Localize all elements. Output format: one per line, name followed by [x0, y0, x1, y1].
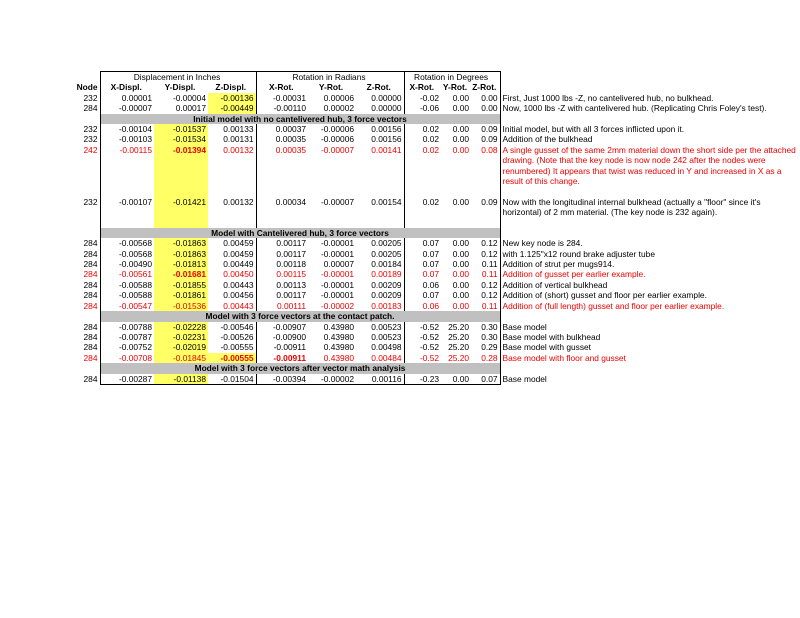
value-cell: 0.00: [452, 290, 470, 301]
value-cell: 0.00000: [356, 103, 404, 113]
node-cell: 284: [83, 290, 98, 301]
value-cell: 0.00: [452, 103, 470, 114]
col-header: Y-Displ.: [164, 82, 196, 93]
value-cell: 0.00: [452, 124, 470, 135]
node-cell: 284: [83, 248, 98, 259]
value-cell: 0.00184: [356, 259, 404, 269]
node-cell: 232: [83, 124, 98, 135]
table-row: [60, 353, 800, 363]
value-cell: 0.00156: [356, 134, 404, 144]
comment-cell: Addition of strut per mugs914.: [502, 259, 615, 270]
value-cell: 0.00: [452, 196, 470, 207]
value-cell: 0.00133: [208, 124, 256, 134]
value-cell: -0.01813: [154, 259, 208, 269]
value-cell: 0.02: [422, 144, 440, 155]
node-cell: 284: [83, 269, 98, 280]
value-cell: 0.00132: [208, 197, 256, 228]
value-cell: -0.00911: [273, 352, 307, 363]
header-spacer: [60, 72, 100, 83]
value-cell: 0.00: [452, 144, 470, 155]
value-cell: 0.00117: [276, 238, 307, 249]
value-cell: -0.02231: [154, 332, 208, 342]
comment-cell: New key node is 284.: [502, 238, 583, 249]
value-cell: 0.00209: [356, 280, 404, 290]
value-cell: -0.00561: [100, 269, 154, 279]
value-cell: -0.02228: [154, 322, 208, 332]
node-cell: 284: [83, 103, 98, 114]
comment-cell: First, Just 1000 lbs -Z, no cantelivered hub, no bulkhead.: [502, 92, 714, 103]
node-cell: 242: [83, 144, 98, 155]
value-cell: -0.00001: [320, 248, 355, 259]
table-row: [60, 124, 800, 134]
value-cell: 0.09: [471, 134, 500, 144]
value-cell: 0.00449: [208, 259, 256, 269]
value-cell: 0.00007: [323, 259, 355, 270]
value-cell: -0.01534: [154, 134, 208, 144]
value-cell: -0.00007: [320, 144, 355, 155]
value-cell: 0.02: [422, 124, 440, 135]
value-cell: 0.00: [452, 248, 470, 259]
value-cell: -0.52: [419, 321, 440, 332]
value-cell: 0.43980: [323, 331, 355, 342]
col-header: X-Displ.: [100, 82, 154, 92]
value-cell: 0.07: [422, 238, 440, 249]
table-row: [60, 197, 800, 228]
value-cell: 25.20: [448, 331, 470, 342]
value-cell: 0.00450: [208, 269, 256, 279]
node-cell: 284: [83, 300, 98, 311]
value-cell: 0.00117: [276, 290, 307, 301]
comment-cell: with 1.125"x12 round brake adjuster tube: [502, 248, 655, 259]
value-cell: 0.00017: [175, 103, 206, 114]
table-row: [60, 342, 800, 352]
value-cell: -0.00002: [320, 300, 355, 311]
value-cell: 0.00443: [208, 301, 256, 311]
value-cell: -0.00031: [272, 92, 307, 103]
value-cell: -0.52: [419, 342, 440, 353]
value-cell: -0.52: [419, 352, 440, 363]
value-cell: 0.00113: [276, 279, 307, 290]
value-cell: -0.00394: [256, 374, 308, 385]
value-cell: 25.20: [448, 352, 470, 363]
value-cell: -0.00555: [208, 342, 256, 352]
node-cell: 232: [83, 134, 98, 145]
table-row: [60, 269, 800, 279]
table-row: [60, 238, 800, 248]
value-cell: 0.00183: [356, 301, 404, 311]
header-spacer: [500, 72, 800, 83]
node-cell: 284: [83, 342, 98, 353]
value-cell: 0.00: [452, 300, 470, 311]
value-cell: 0.30: [471, 332, 500, 342]
table-row: [60, 249, 800, 259]
comment-cell: Base model with gusset: [502, 342, 591, 353]
col-header: Z-Rot.: [356, 82, 404, 92]
value-cell: -0.00588: [100, 290, 154, 300]
table-row: [60, 301, 800, 311]
value-cell: 0.00: [471, 103, 500, 113]
value-cell: 0.00132: [208, 145, 256, 197]
value-cell: -0.00006: [320, 124, 355, 135]
table-row: [60, 103, 800, 113]
value-cell: 0.02: [422, 196, 440, 207]
table-row: [60, 374, 800, 385]
value-cell: 0.00: [452, 259, 470, 270]
value-cell: 0.00498: [356, 342, 404, 352]
value-cell: 0.00111: [276, 300, 307, 311]
value-cell: -0.00490: [100, 259, 154, 269]
comment-cell: A single gusset of the same 2mm material down the short side per the attached drawing. (Note that the key node is now node 242 after the nodes were renumbered) It appears that twist was reduced in Y and increased in X as a result of this change.: [502, 144, 796, 187]
value-cell: -0.00001: [320, 238, 355, 249]
value-cell: -0.00002: [308, 374, 356, 385]
value-cell: -0.01855: [154, 280, 208, 290]
value-cell: -0.00526: [208, 332, 256, 342]
value-cell: -0.01536: [154, 301, 208, 311]
value-cell: -0.00136: [208, 93, 256, 103]
value-cell: 0.07: [422, 248, 440, 259]
node-header: Node: [76, 82, 98, 93]
value-cell: -0.01863: [154, 238, 208, 248]
value-cell: -0.00788: [100, 322, 154, 332]
section-title: Model with 3 force vectors at the contact patch.: [100, 311, 500, 321]
node-cell: 284: [83, 331, 98, 342]
value-cell: -0.01421: [154, 197, 208, 228]
section-header-row: [60, 114, 800, 124]
node-cell: 284: [83, 279, 98, 290]
section-header-row: [60, 228, 800, 238]
value-cell: -0.00787: [100, 332, 154, 342]
section-header-row: [60, 311, 800, 321]
value-cell: -0.00004: [172, 92, 206, 103]
value-cell: 0.00154: [356, 197, 404, 228]
value-cell: 0.00035: [275, 144, 307, 155]
value-cell: 0.00459: [208, 238, 256, 248]
value-cell: -0.00006: [320, 134, 355, 145]
value-cell: 0.00443: [208, 280, 256, 290]
value-cell: 0.29: [471, 342, 500, 352]
value-cell: -0.02019: [154, 342, 208, 352]
table-row: [60, 259, 800, 269]
value-cell: -0.00568: [100, 238, 154, 248]
value-cell: -0.00007: [320, 196, 355, 207]
value-cell: 0.00037: [275, 124, 307, 135]
value-cell: -0.00115: [100, 145, 154, 197]
value-cell: 0.00115: [276, 269, 307, 280]
value-cell: 0.00001: [100, 93, 154, 103]
value-cell: -0.00107: [100, 197, 154, 228]
comment-cell: Base model: [502, 321, 547, 332]
value-cell: 0.07: [422, 290, 440, 301]
value-cell: -0.06: [419, 103, 440, 114]
table-row: [60, 145, 800, 197]
comment-cell: Initial model, but with all 3 forces inflicted upon it.: [502, 124, 685, 135]
value-cell: -0.23: [404, 374, 441, 385]
col-header: Y-Rot.: [442, 82, 468, 93]
value-cell: 0.12: [471, 280, 500, 290]
value-cell: 0.00002: [323, 103, 355, 114]
node-cell: 232: [83, 196, 98, 207]
section-title: Initial model with no cantelivered hub, 3 force vectors: [100, 114, 500, 124]
node-cell: 284: [83, 373, 98, 384]
comment-cell: Base model with bulkhead: [502, 331, 601, 342]
value-cell: 0.00141: [356, 145, 404, 197]
value-cell: 0.09: [471, 197, 500, 228]
value-cell: 0.12: [471, 249, 500, 259]
value-cell: 0.28: [471, 353, 500, 363]
value-cell: -0.00907: [272, 321, 307, 332]
comment-cell: Addition of (full length) gusset and floor per earlier example.: [502, 300, 725, 311]
value-cell: -0.00911: [273, 342, 307, 353]
value-cell: -0.00001: [320, 279, 355, 290]
value-cell: 0.06: [422, 279, 440, 290]
value-cell: 0.00116: [356, 374, 404, 385]
value-cell: -0.01138: [154, 374, 208, 385]
value-cell: -0.00007: [100, 103, 154, 113]
value-cell: 25.20: [448, 321, 470, 332]
value-cell: -0.01394: [154, 145, 208, 197]
displacement-group-header: Displacement in Inches: [100, 72, 256, 83]
table-row: [60, 290, 800, 300]
value-cell: -0.00103: [100, 134, 154, 144]
table-row: [60, 93, 800, 103]
value-cell: 0.00000: [356, 93, 404, 103]
value-cell: -0.01863: [154, 249, 208, 259]
radians-group-header: Rotation in Radians: [256, 72, 404, 83]
value-cell: 0.00189: [356, 269, 404, 279]
value-cell: 0.07: [422, 259, 440, 270]
value-cell: -0.00588: [100, 280, 154, 290]
value-cell: 0.06: [422, 300, 440, 311]
value-cell: 0.00: [452, 269, 470, 280]
col-header: Z-Rot.: [471, 82, 500, 92]
value-cell: -0.00001: [320, 290, 355, 301]
node-cell: 232: [83, 92, 98, 103]
value-cell: 0.00459: [208, 249, 256, 259]
value-cell: -0.01504: [208, 374, 256, 385]
table-row: [60, 280, 800, 290]
section-title: Model with Cantelivered hub, 3 force vectors: [100, 228, 500, 238]
value-cell: 0.00006: [323, 92, 355, 103]
value-cell: -0.00110: [273, 103, 307, 114]
node-cell: 284: [83, 259, 98, 270]
comment-cell: Base model with floor and gusset: [502, 352, 626, 363]
col-header: Z-Displ.: [208, 82, 256, 92]
node-cell: 284: [83, 352, 98, 363]
value-cell: 0.00: [471, 93, 500, 103]
value-cell: 0.00205: [356, 238, 404, 248]
value-cell: 0.02: [422, 134, 440, 145]
value-cell: 0.43980: [323, 321, 355, 332]
value-cell: -0.02: [419, 92, 440, 103]
col-header: X-Rot.: [409, 82, 435, 93]
value-cell: 0.11: [471, 301, 500, 311]
value-cell: 0.30: [471, 322, 500, 332]
table-row: [60, 322, 800, 332]
value-cell: -0.00547: [100, 301, 154, 311]
node-cell: 284: [83, 238, 98, 249]
value-cell: -0.01681: [154, 269, 208, 279]
value-cell: 0.00484: [356, 353, 404, 363]
value-cell: -0.00708: [100, 353, 154, 363]
value-cell: -0.00900: [272, 331, 307, 342]
comment-cell: Addition of gusset per earlier example.: [502, 269, 646, 280]
value-cell: 0.00117: [276, 248, 307, 259]
value-cell: 0.12: [471, 238, 500, 248]
comment-cell: Addition of (short) gusset and floor per earlier example.: [502, 290, 707, 301]
value-cell: 0.43980: [323, 352, 355, 363]
comment-cell: Now, 1000 lbs -Z with cantelivered hub. (Replicating Chris Foley's test).: [502, 103, 767, 114]
value-cell: 0.00: [452, 279, 470, 290]
value-cell: 0.12: [471, 290, 500, 300]
col-header: X-Rot.: [268, 82, 294, 93]
value-cell: -0.00752: [100, 342, 154, 352]
value-cell: 0.00: [452, 238, 470, 249]
value-cell: 0.00: [452, 92, 470, 103]
spreadsheet: [60, 71, 800, 385]
results-table: [60, 71, 800, 385]
value-cell: 0.07: [471, 374, 500, 385]
value-cell: 0.00: [441, 374, 471, 385]
value-cell: -0.01861: [154, 290, 208, 300]
value-cell: -0.01537: [154, 124, 208, 134]
value-cell: 0.00: [452, 134, 470, 145]
value-cell: 0.00205: [356, 249, 404, 259]
col-header: Y-Rot.: [318, 82, 344, 93]
value-cell: 25.20: [448, 342, 470, 353]
header-spacer: [500, 82, 800, 92]
section-title: Model with 3 force vectors after vector math analysis: [100, 363, 500, 373]
table-row: [60, 134, 800, 144]
value-cell: 0.11: [471, 269, 500, 279]
value-cell: 0.00456: [208, 290, 256, 300]
value-cell: -0.52: [419, 331, 440, 342]
value-cell: -0.00001: [320, 269, 355, 280]
section-header-row: [60, 363, 800, 373]
value-cell: -0.00555: [208, 353, 256, 363]
value-cell: 0.43980: [323, 342, 355, 353]
comment-cell: Addition of vertical bulkhead: [502, 279, 608, 290]
value-cell: 0.00118: [276, 259, 307, 270]
value-cell: 0.00209: [356, 290, 404, 300]
value-cell: -0.00546: [208, 322, 256, 332]
value-cell: 0.11: [471, 259, 500, 269]
value-cell: 0.00131: [208, 134, 256, 144]
value-cell: -0.00568: [100, 249, 154, 259]
comment-cell: Now with the longitudinal internal bulkhead (actually a "floor" since it's horizontal) of 2 mm material. (The key node is 232 again).: [502, 196, 761, 218]
degrees-group-header: Rotation in Degrees: [404, 72, 500, 83]
comment-cell: Base model: [502, 373, 547, 384]
value-cell: 0.00156: [356, 124, 404, 134]
value-cell: 0.00523: [356, 322, 404, 332]
value-cell: -0.01845: [154, 353, 208, 363]
comment-cell: Addition of the bulkhead: [502, 134, 593, 145]
value-cell: 0.00034: [275, 196, 307, 207]
value-cell: 0.09: [471, 124, 500, 134]
node-cell: 284: [83, 321, 98, 332]
value-cell: 0.00523: [356, 332, 404, 342]
value-cell: 0.00035: [275, 134, 307, 145]
value-cell: 0.08: [471, 145, 500, 197]
value-cell: -0.00287: [100, 374, 154, 385]
table-row: [60, 332, 800, 342]
value-cell: -0.00449: [208, 103, 256, 113]
value-cell: -0.00104: [100, 124, 154, 134]
value-cell: 0.07: [422, 269, 440, 280]
